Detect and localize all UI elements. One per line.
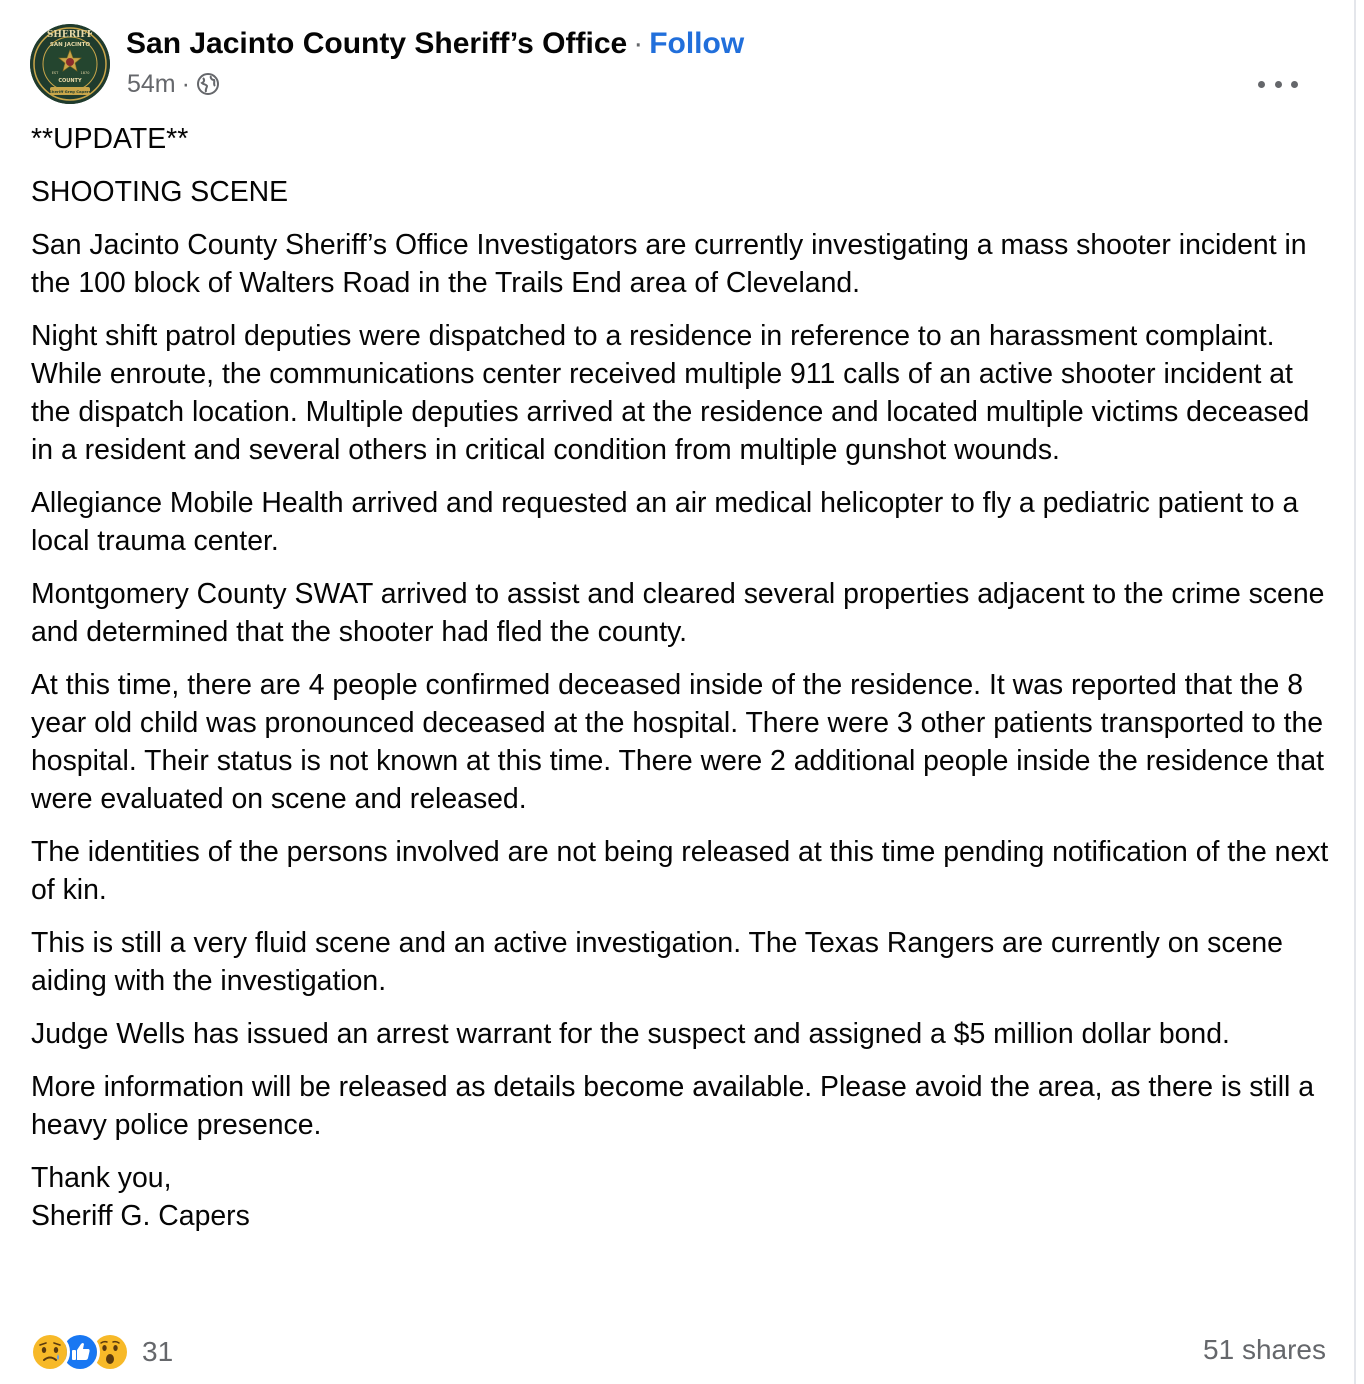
post-paragraph: San Jacinto County Sheriff’s Office Investigators are currently investigating a mass shooter incident in the 100 block of Walters Road in the Trails End area of Cleveland. (31, 229, 1307, 299)
post-paragraph: SHOOTING SCENE (31, 176, 289, 208)
sheriff-badge-logo (30, 24, 110, 104)
post-header (30, 24, 1330, 106)
post-paragraph: **UPDATE** (31, 123, 189, 155)
post-paragraph: More information will be released as details become available. Please avoid the area, as there is still a heavy police presence. (31, 1071, 1314, 1141)
post-signoff: Thank you, Sheriff G. Capers (31, 1162, 250, 1232)
author-name[interactable]: San Jacinto County Sheriff’s Office (126, 27, 628, 60)
post-paragraph: At this time, there are 4 people confirmed deceased inside of the residence. It was reported that the 8 year old child was pronounced deceased at the hospital. There were 3 other patients transported to the hospital. Their status is not known at this time. There were 2 additional people inside the residence that were evaluated on scene and released. (31, 669, 1325, 815)
post-paragraph: Allegiance Mobile Health arrived and requested an air medical helicopter to fly a pediatric patient to a local trauma center. (31, 487, 1299, 557)
reaction-count[interactable]: 31 (142, 1336, 174, 1367)
post-body (31, 120, 1331, 1250)
post-paragraph: Night shift patrol deputies were dispatched to a residence in reference to an harassment complaint. While enroute, the communications center received multiple 911 calls of an active shooter incident at the dispatch location. Multiple deputies arrived at the residence and located multiple victims deceased in a resident and several others in critical condition from multiple gunshot wounds. (31, 320, 1310, 466)
logo-est-left: EST (51, 71, 59, 75)
logo-arc-text: SAN JACINTO (49, 42, 91, 48)
logo-top-text: SHERIFF (46, 30, 94, 40)
meta-separator: · (181, 70, 190, 98)
reactions-summary[interactable] (30, 1330, 173, 1374)
post-paragraph: The identities of the persons involved are not being released at this time pending notification of the next of kin. (31, 836, 1329, 906)
author-separator: · (633, 27, 644, 60)
author-line (126, 26, 744, 62)
post-timestamp[interactable]: 54m (127, 70, 176, 98)
post-paragraph: Judge Wells has issued an arrest warrant for the suspect and assigned a $5 million dollar bond. (31, 1018, 1230, 1050)
page-avatar[interactable] (30, 24, 110, 104)
more-options-icon[interactable] (1258, 70, 1298, 98)
logo-banner-text: Sheriff Greg Capers (49, 89, 91, 94)
post-paragraph: This is still a very fluid scene and an active investigation. The Texas Rangers are currently on scene aiding with the investigation. (31, 927, 1283, 997)
logo-est-right: 1870 (80, 71, 90, 75)
logo-county-text: COUNTY (58, 78, 82, 84)
sad-reaction-icon (30, 1332, 70, 1372)
shares-count[interactable]: 51 shares (1203, 1334, 1326, 1365)
globe-icon[interactable] (196, 72, 220, 96)
post-paragraph: Montgomery County SWAT arrived to assist and cleared several properties adjacent to the crime scene and determined that the shooter had fled the county. (31, 578, 1325, 648)
post-footer (30, 1330, 1326, 1378)
post-meta (127, 68, 220, 100)
follow-button[interactable]: Follow (649, 27, 745, 60)
